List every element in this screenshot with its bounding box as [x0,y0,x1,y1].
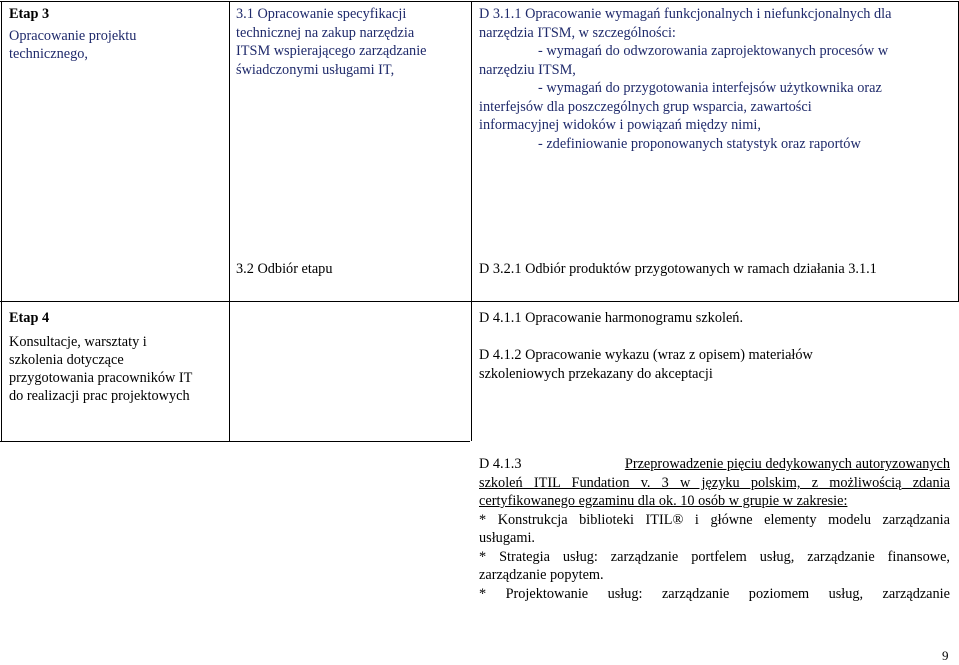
deliverable-4-1-1: D 4.1.1 Opracowanie harmonogramu szkoleń. [479,310,744,326]
deliverable-4-1-3-line: * Strategia usług: zarządzanie portfelem usług, zarządzanie finansowe, [479,549,950,565]
deliverable-3-1-1-line: informacyjnej widoków i powiązań między nimi, [479,117,761,133]
col-divider-2 [471,1,472,301]
etap4-title-line: do realizacji prac projektowych [9,388,190,404]
deliverable-3-1-1-line: D 3.1.1 Opracowanie wymagań funkcjonalnych i niefunkcjonalnych dla [479,6,892,22]
deliverable-4-1-3-line: * Projektowanie usług: zarządzanie poziomem usług, zarządzanie [479,586,950,602]
deliverable-4-1-3-line: * Konstrukcja biblioteki ITIL® i główne elementy modelu zarządzania [479,512,950,528]
deliverable-3-1-1-line: - wymagań do przygotowania interfejsów użytkownika oraz [538,80,882,96]
task-3-1-line: technicznej na zakup narzędzia [236,25,415,41]
deliverable-4-1-2-line: D 4.1.2 Opracowanie wykazu (wraz z opisem) materiałów [479,347,813,363]
col-divider-2b [471,301,472,441]
deliverable-4-1-3-line: certyfikowanego egzaminu dla ok. 10 osób w grupie w zakresie: [479,493,848,509]
task-3-1-line: 3.1 Opracowanie specyfikacji [236,6,407,22]
deliverable-4-1-3-line [479,455,950,473]
deliverable-3-1-1-line: - zdefiniowanie proponowanych statystyk oraz raportów [538,136,861,152]
deliverable-4-1-2-line: szkoleniowych przekazany do akceptacji [479,366,713,382]
task-3-1-line: świadczonymi usługami IT, [236,62,395,78]
deliverable-4-1-3-id: D 4.1.3 [479,456,522,472]
table-left-border [1,1,2,441]
etap4-title-line: Konsultacje, warsztaty i [9,334,147,350]
task-3-2: 3.2 Odbiór etapu [236,261,333,277]
deliverable-3-2-1: D 3.2.1 Odbiór produktów przygotowanych w ramach działania 3.1.1 [479,261,877,277]
deliverable-3-1-1-line: interfejsów dla poszczególnych grup wsparcia, zawartości [479,99,812,115]
etap4-title-line: szkolenia dotyczące [9,352,124,368]
deliverable-3-1-1-line: narzędzia ITSM, w szczególności: [479,25,676,41]
task-3-1-line: ITSM wspierającego zarządzanie [236,43,427,59]
col-divider-1 [229,1,230,441]
etap4-heading: Etap 4 [9,310,50,326]
deliverable-3-1-1-line: narzędziu ITSM, [479,62,576,78]
deliverable-3-1-1-line: - wymagań do odwzorowania zaprojektowanych procesów w [538,43,889,59]
row-divider [0,301,959,302]
deliverable-4-1-3-line: szkoleń ITIL Fundation v. 3 w języku polskim, z możliwością zdania [479,475,950,491]
etap3-heading: Etap 3 [9,6,50,22]
table-top-border [0,1,959,2]
table-partial-bottom [0,441,470,442]
etap4-title-line: przygotowania pracowników IT [9,370,193,386]
deliverable-4-1-3-line: usługami. [479,530,535,546]
page-number: 9 [942,648,949,663]
etap3-title-line: Opracowanie projektu [9,28,137,44]
deliverable-4-1-3-line: zarządzanie popytem. [479,567,604,583]
deliverable-4-1-3-title: Przeprowadzenie pięciu dedykowanych autoryzowanych [624,456,950,472]
etap3-title-line: technicznego, [9,46,88,62]
